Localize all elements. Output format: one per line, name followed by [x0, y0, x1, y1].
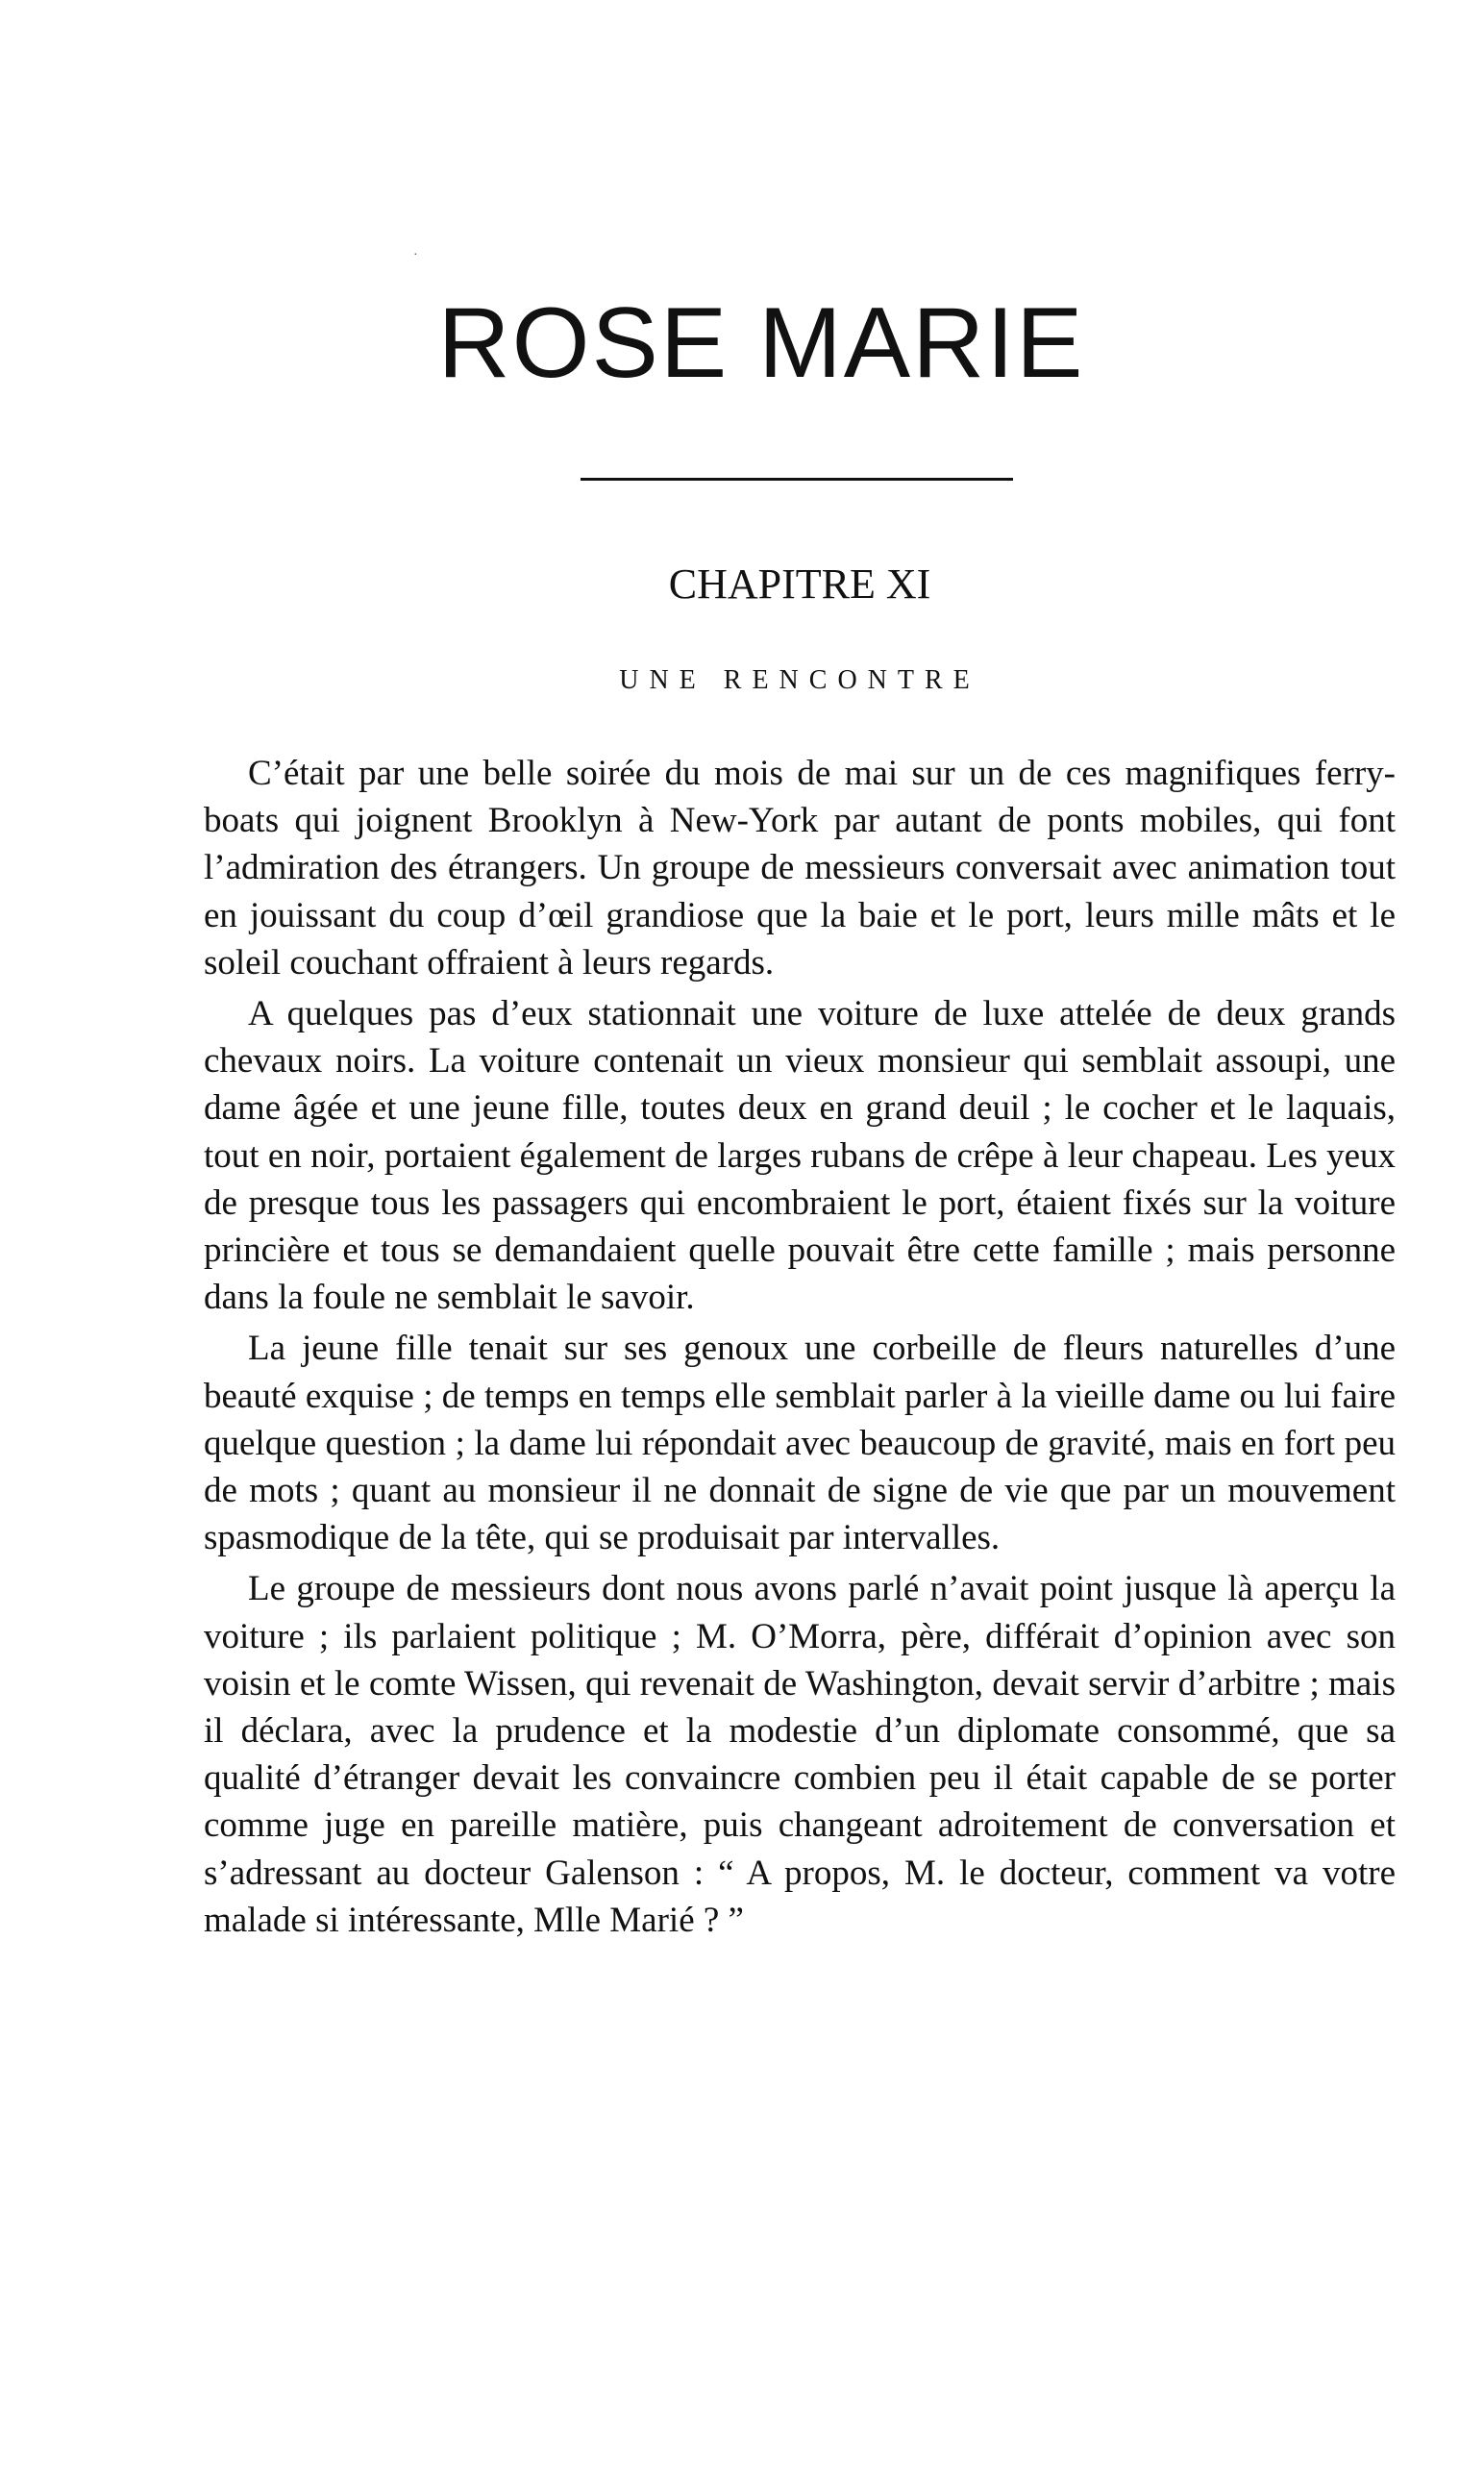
- title-divider: [581, 478, 1013, 481]
- chapter-heading: CHAPITRE XI: [668, 560, 931, 608]
- chapter-body: [204, 750, 1396, 1948]
- chapter-subtitle: UNE RENCONTRE: [619, 665, 980, 695]
- paragraph: Le groupe de messieurs dont nous avons parlé n’avait point jusque là aperçu la voiture ; ils parlaient politique ; M. O’Morra, père, différait d’opinion avec son voisin et le comte Wissen, qui revenait de Washington, devait servir d’arbitre ; mais il déclara, avec la prudence et la modestie d’un diplomate consommé, que sa qualité d’étranger devait les convaincre combien peu il était capable de se porter comme juge en pareille matière, puis changeant adroitement de conversation et s’adressant au docteur Galenson : “ A propos, M. le docteur, comment va votre malade si intéressante, Mlle Marié ? ”: [204, 1569, 1396, 1940]
- paragraph: La jeune fille tenait sur ses genoux une corbeille de fleurs naturelles d’une beauté exquise ; de temps en temps elle semblait parler à la vieille dame ou lui faire quelque question ; la dame lui répondait avec beaucoup de gravité, mais en fort peu de mots ; quant au monsieur il ne donnait de signe de vie que par un mouvement spasmodique de la tête, qui se produisait par intervalles.: [204, 1329, 1396, 1558]
- print-speck: ·: [413, 248, 418, 262]
- paragraph: C’était par une belle soirée du mois de mai sur un de ces magnifiques ferry-boats qui joignent Brooklyn à New-York par autant de ponts mobiles, qui font l’admiration des étrangers. Un groupe de messieurs conversait avec animation tout en jouissant du coup d’œil grandiose que la baie et le port, leurs mille mâts et le soleil couchant offraient à leurs regards.: [204, 754, 1396, 983]
- paragraph: A quelques pas d’eux stationnait une voiture de luxe attelée de deux grands chevaux noirs. La voiture contenait un vieux monsieur qui semblait assoupi, une dame âgée et une jeune fille, toutes deux en grand deuil ; le cocher et le laquais, tout en noir, portaient également de larges rubans de crêpe à leur chapeau. Les yeux de presque tous les passagers qui encombraient le port, étaient fixés sur la voiture princière et tous se demandaient quelle pouvait être cette famille ; mais personne dans la foule ne semblait le savoir.: [204, 994, 1396, 1318]
- book-title: ROSE MARIE: [437, 287, 1085, 399]
